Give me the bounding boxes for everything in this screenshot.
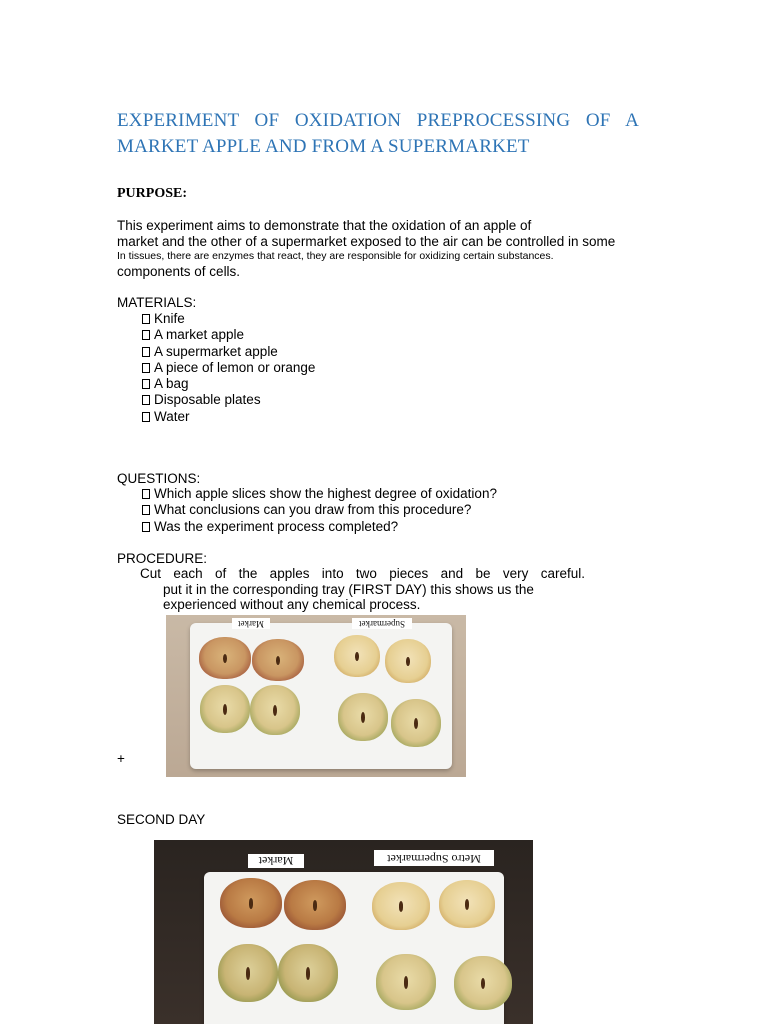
market-label: Market: [232, 618, 270, 629]
apple-slice: [385, 639, 431, 683]
bullet-box-icon: [142, 363, 150, 373]
apple-slice: [391, 699, 441, 747]
second-day-photo: [154, 840, 533, 1024]
questions-list: [142, 486, 497, 535]
apple-slice: [334, 635, 380, 677]
apple-slice: [454, 956, 512, 1010]
purpose-line-4: components of cells.: [117, 264, 241, 279]
market-label: Market: [248, 854, 304, 868]
materials-list: [142, 311, 315, 425]
apple-slice: [250, 685, 300, 735]
bullet-box-icon: [142, 379, 150, 389]
plus-sign: +: [117, 751, 125, 766]
apple-slice: [376, 954, 436, 1010]
apple-slice: [338, 693, 388, 741]
apple-slice: [284, 880, 346, 930]
purpose-line-1: This experiment aims to demonstrate that the oxidation of an apple of: [117, 218, 532, 233]
procedure-line-1: Cut each of the apples into two pieces and be very careful.: [140, 566, 585, 581]
list-item: Knife: [142, 311, 315, 327]
apple-slice: [252, 639, 304, 681]
materials-heading: MATERIALS:: [117, 295, 197, 310]
procedure-heading: PROCEDURE:: [117, 551, 208, 566]
apple-slice: [218, 944, 278, 1002]
apple-slice: [220, 878, 282, 928]
bullet-box-icon: [142, 314, 150, 324]
list-item: A market apple: [142, 327, 315, 343]
list-item: What conclusions can you draw from this procedure?: [142, 502, 497, 518]
purpose-heading: PURPOSE:: [117, 186, 187, 201]
list-item: A piece of lemon or orange: [142, 360, 315, 376]
procedure-line-2: put it in the corresponding tray (FIRST DAY) this shows us the: [163, 582, 534, 597]
list-item: A bag: [142, 376, 315, 392]
purpose-line-2: market and the other of a supermarket exposed to the air can be controlled in some: [117, 234, 616, 249]
bullet-box-icon: [142, 395, 150, 405]
list-item: Was the experiment process completed?: [142, 519, 497, 535]
apple-slice: [199, 637, 251, 679]
list-item: Water: [142, 409, 315, 425]
bullet-box-icon: [142, 522, 150, 532]
metro-supermarket-label: Metro Supermarket: [374, 850, 494, 866]
apple-slice: [200, 685, 250, 733]
questions-heading: QUESTIONS:: [117, 471, 201, 486]
bullet-box-icon: [142, 505, 150, 515]
second-day-heading: SECOND DAY: [117, 812, 206, 827]
supermarket-label: Supermarket: [352, 618, 412, 629]
procedure-line-3: experienced without any chemical process.: [163, 597, 421, 612]
apple-slice: [278, 944, 338, 1002]
list-item: Which apple slices show the highest degree of oxidation?: [142, 486, 497, 502]
apple-slice: [439, 880, 495, 928]
list-item: Disposable plates: [142, 392, 315, 408]
bullet-box-icon: [142, 330, 150, 340]
bullet-box-icon: [142, 347, 150, 357]
bullet-box-icon: [142, 489, 150, 499]
apple-slice: [372, 882, 430, 930]
first-day-photo: [166, 615, 466, 777]
purpose-line-3: In tissues, there are enzymes that react, they are responsible for oxidizing certain substances.: [117, 250, 554, 262]
list-item: A supermarket apple: [142, 344, 315, 360]
document-title: EXPERIMENT OF OXIDATION PREPROCESSING OF A MARKET APPLE AND FROM A SUPERMARKET: [117, 110, 639, 157]
bullet-box-icon: [142, 412, 150, 422]
